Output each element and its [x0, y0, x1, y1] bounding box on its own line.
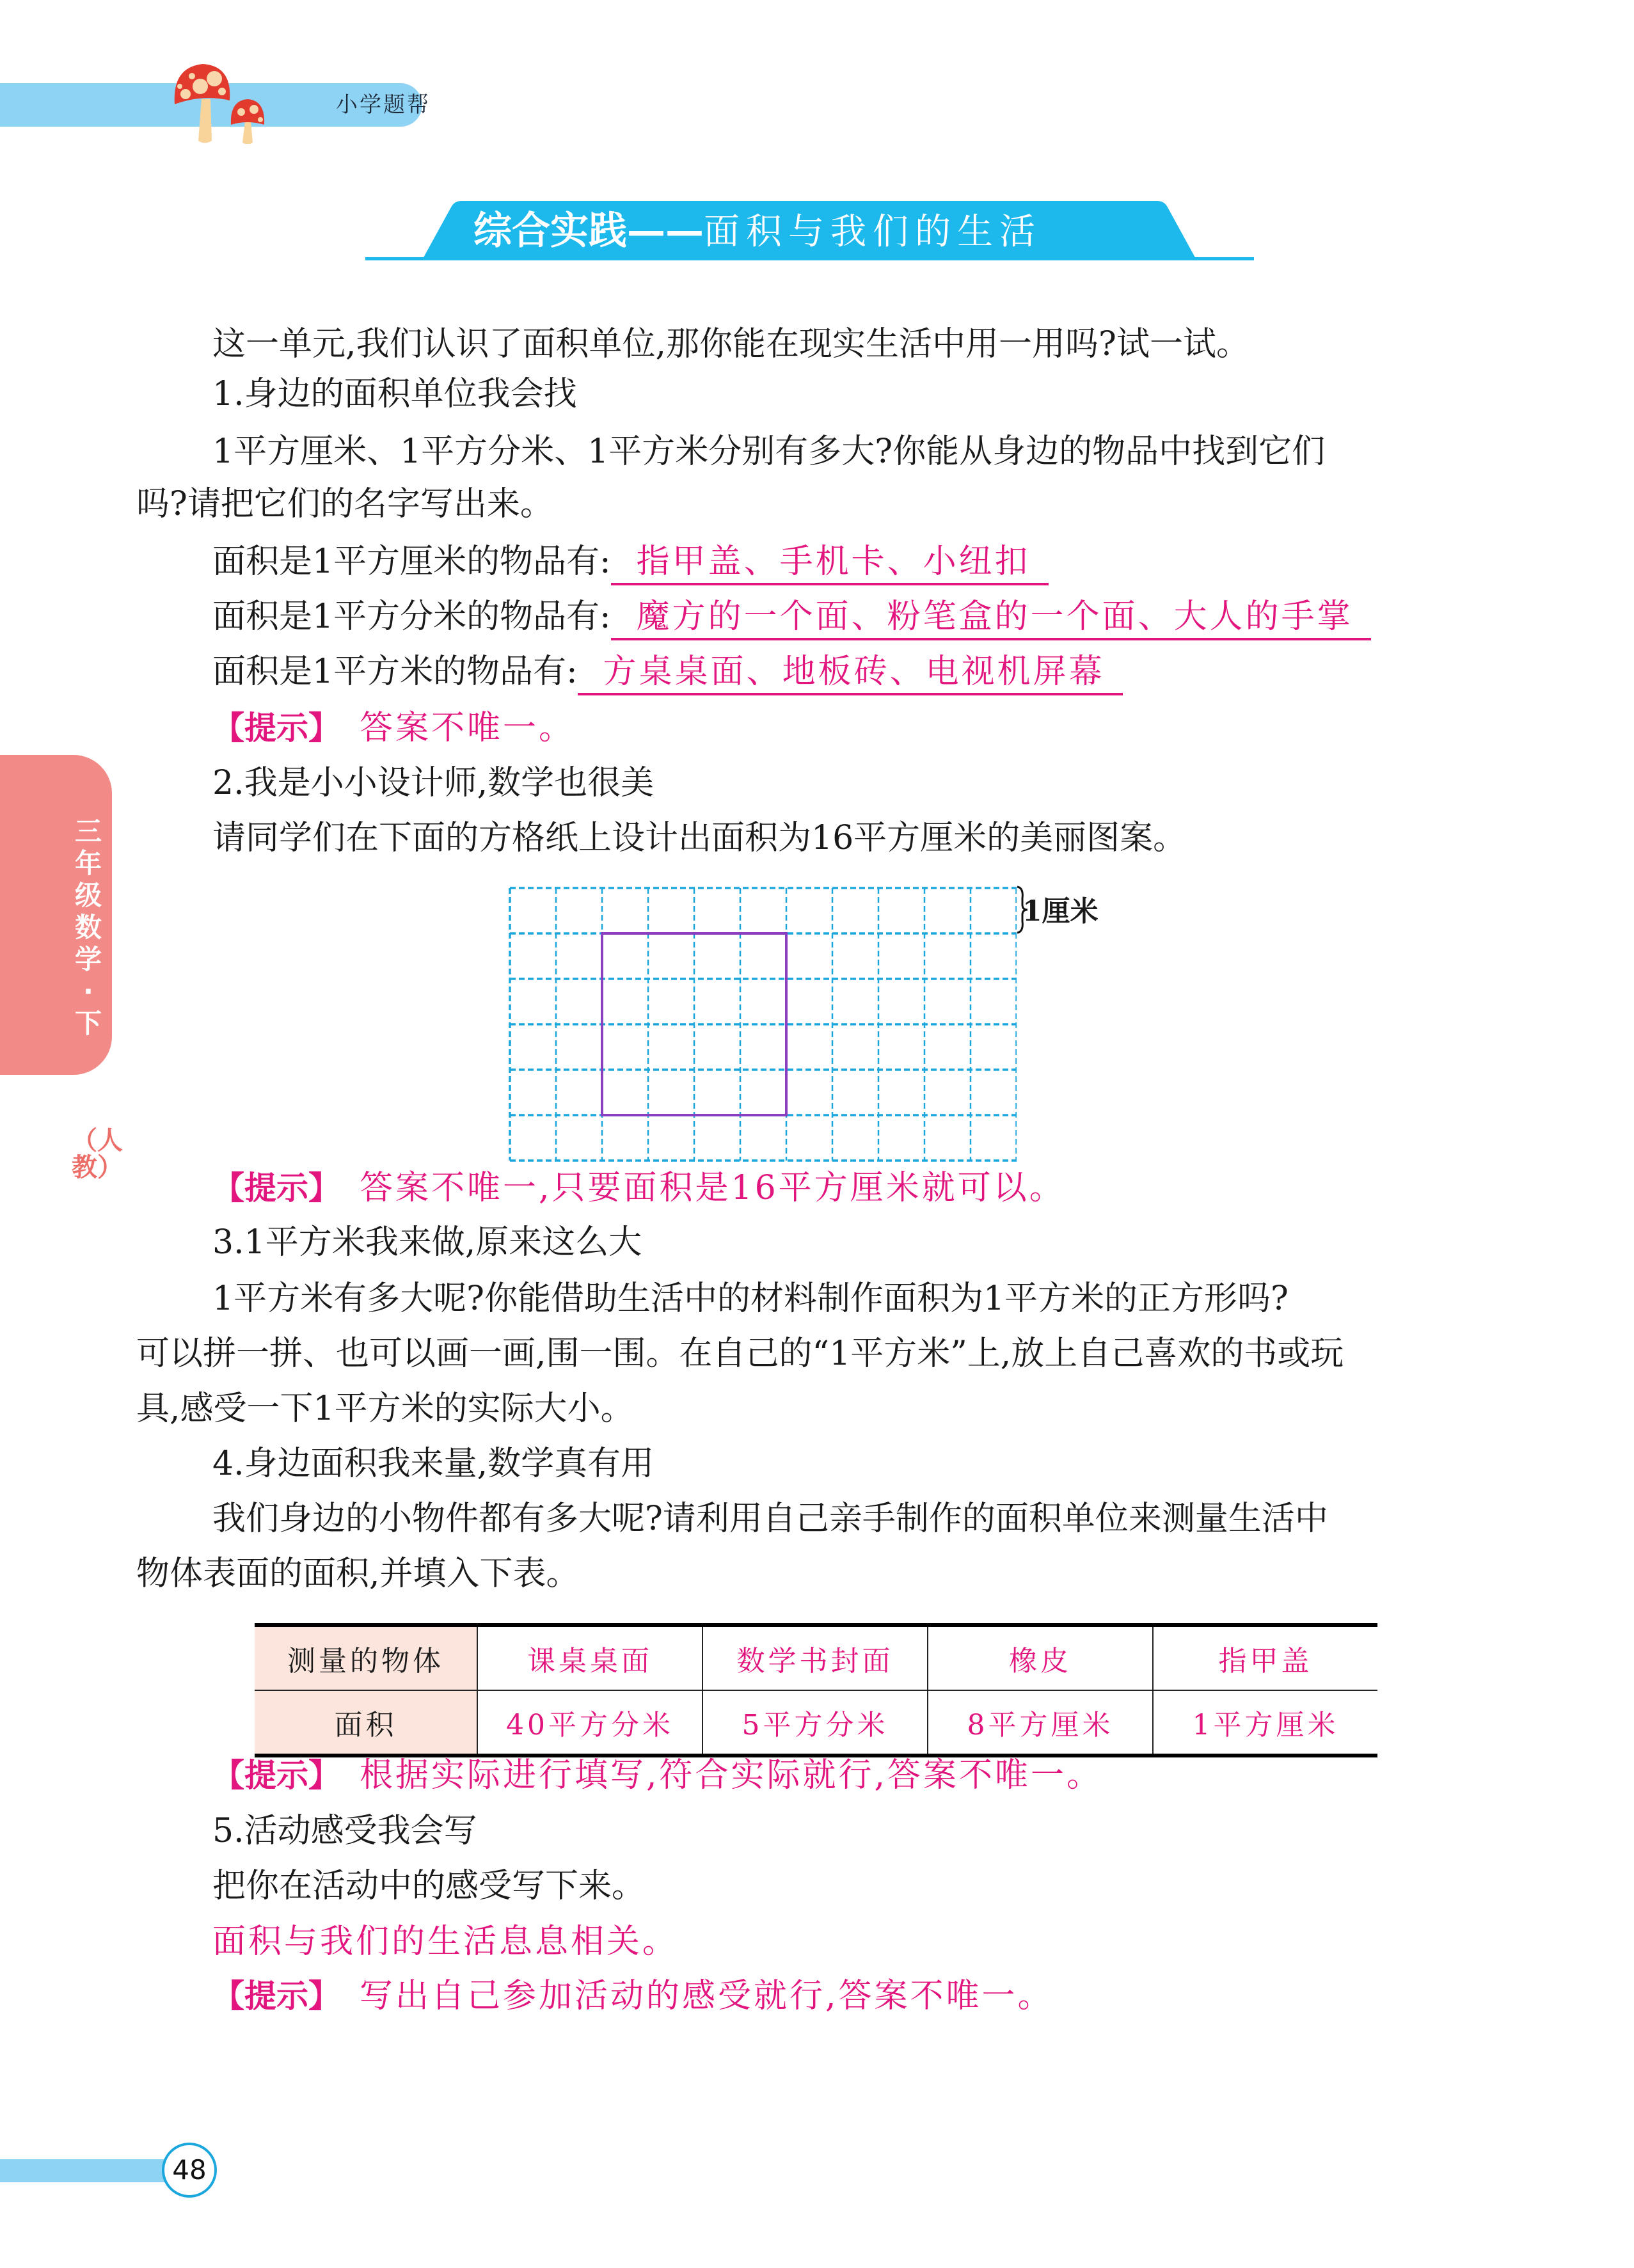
s5-instruction: 把你在活动中的感受写下来。 — [212, 1867, 646, 1905]
title-part2: 面积与我们的生活 — [704, 211, 1042, 253]
side-tab-grade: 三年级数学·下 — [74, 816, 102, 1039]
hint-tag: 【提示】 — [212, 710, 340, 747]
table-cell[interactable]: 8平方厘米 — [928, 1690, 1153, 1756]
s1-row-3 — [212, 651, 1123, 695]
mushroom-logo-icon — [163, 61, 285, 144]
s1-answer-field[interactable]: 魔方的一个面、粉笔盒的一个面、大人的手掌 — [611, 598, 1371, 640]
s1-question-line1: 1平方厘米、1平方分米、1平方米分别有多大?你能从身边的物品中找到它们 — [212, 432, 1326, 471]
table-cell[interactable]: 数学书封面 — [702, 1625, 928, 1690]
table-cell[interactable]: 指甲盖 — [1153, 1625, 1377, 1690]
table-cell[interactable]: 橡皮 — [928, 1625, 1153, 1690]
hint-tag: 【提示】 — [212, 1978, 340, 2015]
footer-band — [0, 2159, 173, 2182]
s4-heading: 4.身边面积我来量,数学真有用 — [212, 1445, 654, 1483]
s2-hint — [212, 1168, 1065, 1209]
s2-heading: 2.我是小小设计师,数学也很美 — [212, 764, 654, 802]
s4-hint — [212, 1755, 1102, 1796]
s5-hint — [212, 1976, 1054, 2017]
row-header: 面积 — [255, 1690, 477, 1756]
table-cell[interactable]: 40平方分米 — [477, 1690, 702, 1756]
s1-row-label: 面积是1平方米的物品有: — [212, 653, 578, 691]
unit-label: 1厘米 — [1022, 895, 1099, 928]
s3-heading: 3.1平方米我来做,原来这么大 — [212, 1223, 642, 1262]
brand-name: 小学题帮 — [336, 92, 431, 118]
s1-hint — [212, 708, 575, 749]
hint-text: 答案不唯一,只要面积是16平方厘米就可以。 — [360, 1169, 1065, 1207]
hint-tag: 【提示】 — [212, 1170, 340, 1207]
hint-text: 答案不唯一。 — [360, 709, 575, 747]
s1-answer-field[interactable]: 方桌桌面、地板砖、电视机屏幕 — [578, 653, 1123, 695]
s5-heading: 5.活动感受我会写 — [212, 1812, 477, 1850]
s4-line2: 物体表面的面积,并填入下表。 — [136, 1555, 580, 1593]
s1-answer-field[interactable]: 指甲盖、手机卡、小纽扣 — [611, 543, 1049, 585]
s3-line1: 1平方米有多大呢?你能借助生活中的材料制作面积为1平方米的正方形吗? — [212, 1280, 1289, 1318]
s1-heading: 1.身边的面积单位我会找 — [212, 375, 577, 413]
s1-row-label: 面积是1平方厘米的物品有: — [212, 543, 611, 581]
s3-line3: 具,感受一下1平方米的实际大小。 — [136, 1390, 634, 1428]
table-row — [255, 1690, 1377, 1756]
table-cell[interactable]: 课桌桌面 — [477, 1625, 702, 1690]
row-header: 测量的物体 — [255, 1625, 477, 1690]
hint-tag: 【提示】 — [212, 1757, 340, 1794]
page-title — [473, 203, 1042, 258]
table-row — [255, 1625, 1377, 1690]
title-dash: —— — [627, 209, 704, 253]
s1-question-line2: 吗?请把它们的名字写出来。 — [136, 485, 553, 523]
s5-answer[interactable]: 面积与我们的生活息息相关。 — [212, 1923, 679, 1961]
s3-line2: 可以拼一拼、也可以画一画,围一围。在自己的“1平方米”上,放上自己喜欢的书或玩 — [136, 1335, 1344, 1373]
s2-instruction: 请同学们在下面的方格纸上设计出面积为16平方厘米的美丽图案。 — [212, 819, 1187, 857]
hint-text: 写出自己参加活动的感受就行,答案不唯一。 — [360, 1977, 1054, 2015]
s1-row-2 — [212, 596, 1371, 640]
table-cell[interactable]: 1平方厘米 — [1153, 1690, 1377, 1756]
hint-text: 根据实际进行填写,符合实际就行,答案不唯一。 — [360, 1756, 1103, 1795]
s1-row-label: 面积是1平方分米的物品有: — [212, 598, 611, 636]
square-grid-paper[interactable] — [509, 887, 1017, 1162]
s1-row-1 — [212, 541, 1049, 585]
measurement-table — [255, 1623, 1377, 1757]
side-tab-publisher: （人教） — [72, 1126, 123, 1182]
intro-text: 这一单元,我们认识了面积单位,那你能在现实生活中用一用吗?试一试。 — [212, 325, 1249, 363]
s4-line1: 我们身边的小物件都有多大呢?请利用自己亲手制作的面积单位来测量生活中 — [212, 1500, 1328, 1538]
page-number: 48 — [162, 2143, 217, 2198]
table-cell[interactable]: 5平方分米 — [702, 1690, 928, 1756]
title-part1: 综合实践 — [473, 209, 627, 253]
